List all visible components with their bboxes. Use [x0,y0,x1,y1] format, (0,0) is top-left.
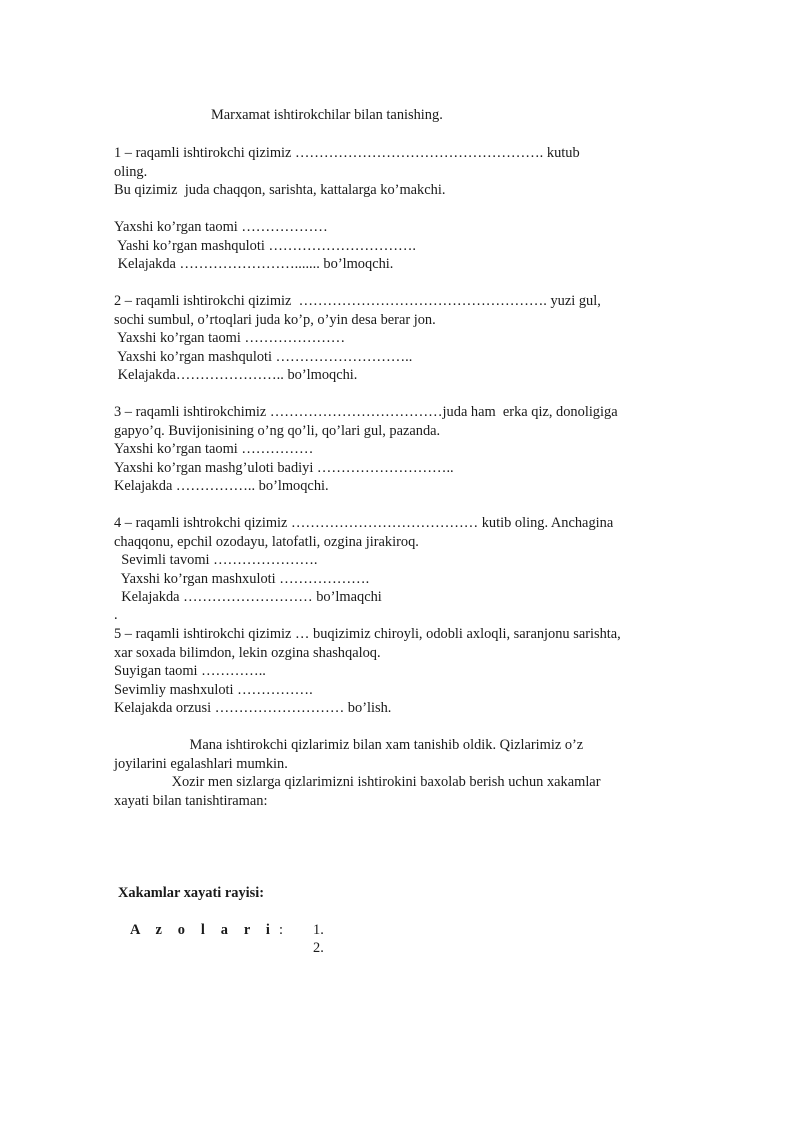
section-1-line-1: 1 – raqamli ishtirokchi qizimiz ……………………………………………. kutub [114,145,580,161]
section-5-line-1: 5 – raqamli ishtirokchi qizimiz … buqizimiz chiroyli, odobli axloqli, saranjonu sarishta, [114,626,621,642]
section-4-line-3: Sevimli tavomi …………………. [114,552,318,568]
section-2-line-3: Yaxshi ko’rgan taomi ………………… [114,330,346,346]
section-1-line-7: Kelajakda ……………………....... bo’lmoqchi. [114,256,394,272]
section-5-line-3: Suyigan taomi ………….. [114,663,266,679]
section-2-line-2: sochi sumbul, o’rtoqlari juda ko’p, o’yin desa berar jon. [114,312,436,328]
section-3-line-2: gapyo’q. Buvijonisining o’ng qo’li, qo’lari gul, pazanda. [114,423,441,439]
page-heading: Marxamat ishtirokchilar bilan tanishing. [211,107,443,123]
section-4-line-4: Yaxshi ko’rgan mashxuloti ………………. [114,571,370,587]
jury-member-1: 1. [313,922,324,938]
section-4-line-6: . [114,607,118,623]
section-2-line-1: 2 – raqamli ishtirokchi qizimiz ……………………………………………. yuzi gul, [114,293,601,309]
section-3-line-3: Yaxshi ko’rgan taomi …………… [114,441,314,457]
section-3-line-1: 3 – raqamli ishtirokchimiz ………………………………juda ham erka qiz, donoligiga [114,404,618,420]
section-1-line-2: oling. [114,164,148,180]
jury-members-label: A z o l a r i [130,922,271,938]
section-4-line-2: chaqqonu, epchil ozodayu, latofatli, ozgina jirakiroq. [114,534,419,550]
section-4-line-5: Kelajakda ……………………… bo’lmaqchi [114,589,382,605]
jury-member-2: 2. [313,940,324,956]
closing-line-4: xayati bilan tanishtiraman: [114,793,268,809]
section-5-line-4: Sevimliy mashxuloti ……………. [114,682,313,698]
closing-line-1: Mana ishtirokchi qizlarimiz bilan xam tanishib oldik. Qizlarimiz o’z [114,737,584,753]
section-3-line-5: Kelajakda …………….. bo’lmoqchi. [114,478,329,494]
section-5-line-2: xar soxada bilimdon, lekin ozgina shashqaloq. [114,645,381,661]
section-2-line-4: Yaxshi ko’rgan mashquloti ……………………….. [114,349,413,365]
section-1-line-6: Yashi ko’rgan mashquloti …………………………. [114,238,416,254]
section-1-line-5: Yaxshi ko’rgan taomi ……………… [114,219,328,235]
closing-line-3: Xozir men sizlarga qizlarimizni ishtirokini baxolab berish uchun xakamlar [114,774,601,790]
closing-line-2: joyilarini egalashlari mumkin. [114,756,288,772]
section-3-line-4: Yaxshi ko’rgan mashg’uloti badiyi ……………………….. [114,460,454,476]
jury-chair-label: Xakamlar xayati rayisi: [118,885,265,901]
section-4-line-1: 4 – raqamli ishtrokchi qizimiz ………………………………… kutib oling. Anchagina [114,515,614,531]
jury-members-colon: : [279,922,283,938]
section-5-line-5: Kelajakda orzusi ……………………… bo’lish. [114,700,392,716]
section-1-line-3: Bu qizimiz juda chaqqon, sarishta, kattalarga ko’makchi. [114,182,446,198]
section-2-line-5: Kelajakda………………….. bo’lmoqchi. [114,367,358,383]
